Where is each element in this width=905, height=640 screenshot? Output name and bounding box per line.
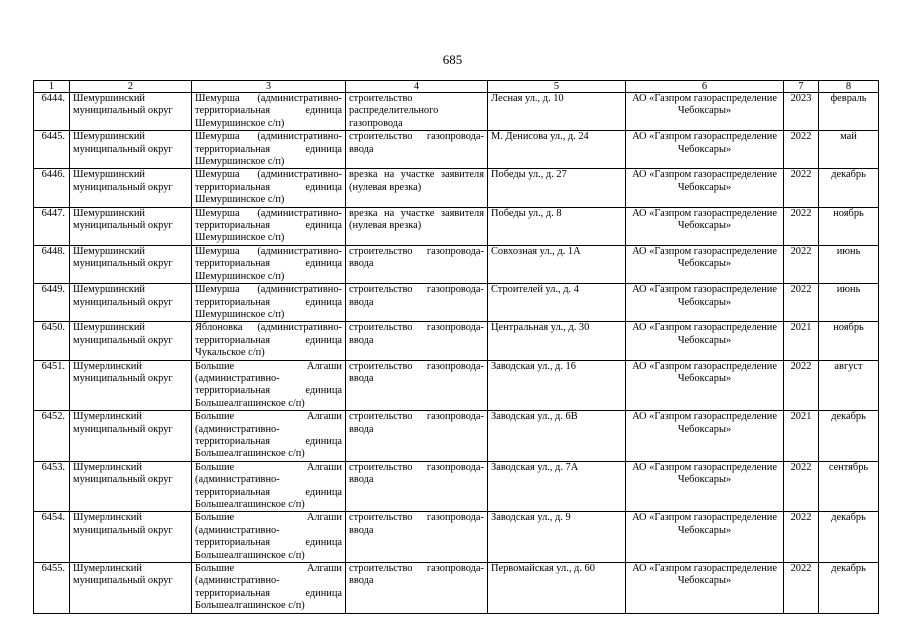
year-cell: 2021 [784, 411, 819, 462]
table-row [34, 563, 879, 614]
month-cell: ноябрь [819, 207, 879, 245]
settlement-cell: Большие Алгаши (административно-территориальная единица Большеалгашинское с/п) [192, 512, 346, 563]
settlement-cell: Шемурша (административно-территориальная единица Шемуршинское с/п) [192, 207, 346, 245]
contractor-cell: АО «Газпром газораспределение Чебоксары» [626, 360, 784, 411]
table-row [34, 411, 879, 462]
month-cell: декабрь [819, 563, 879, 614]
address-cell: Совхозная ул., д. 1А [488, 245, 626, 283]
year-cell: 2023 [784, 93, 819, 131]
address-cell: Победы ул., д. 27 [488, 169, 626, 207]
contractor-cell: АО «Газпром газораспределение Чебоксары» [626, 284, 784, 322]
address-cell: Первомайская ул., д. 60 [488, 563, 626, 614]
column-header: 8 [819, 81, 879, 93]
work-type-cell: строительство газопровода-ввода [346, 512, 488, 563]
address-cell: Центральная ул., д. 30 [488, 322, 626, 360]
year-cell: 2021 [784, 322, 819, 360]
work-type-cell: строительство газопровода-ввода [346, 131, 488, 169]
table-body [34, 93, 879, 614]
contractor-cell: АО «Газпром газораспределение Чебоксары» [626, 512, 784, 563]
district-cell: Шемуршинский муниципальный округ [70, 93, 192, 131]
contractor-cell: АО «Газпром газораспределение Чебоксары» [626, 169, 784, 207]
month-cell: июнь [819, 284, 879, 322]
contractor-cell: АО «Газпром газораспределение Чебоксары» [626, 131, 784, 169]
column-header: 4 [346, 81, 488, 93]
settlement-cell: Большие Алгаши (административно-территориальная единица Большеалгашинское с/п) [192, 360, 346, 411]
work-type-cell: строительство распределительного газопровода [346, 93, 488, 131]
row-number-cell: 6444. [34, 93, 70, 131]
table-row [34, 169, 879, 207]
district-cell: Шемуршинский муниципальный округ [70, 131, 192, 169]
settlement-cell: Большие Алгаши (административно-территориальная единица Большеалгашинское с/п) [192, 411, 346, 462]
contractor-cell: АО «Газпром газораспределение Чебоксары» [626, 461, 784, 512]
settlement-cell: Шемурша (административно-территориальная единица Шемуршинское с/п) [192, 93, 346, 131]
work-type-cell: врезка на участке заявителя (нулевая врезка) [346, 207, 488, 245]
year-cell: 2022 [784, 245, 819, 283]
district-cell: Шемуршинский муниципальный округ [70, 169, 192, 207]
table-row [34, 284, 879, 322]
year-cell: 2022 [784, 512, 819, 563]
settlement-cell: Шемурша (административно-территориальная единица Шемуршинское с/п) [192, 169, 346, 207]
month-cell: сентябрь [819, 461, 879, 512]
district-cell: Шемуршинский муниципальный округ [70, 207, 192, 245]
month-cell: ноябрь [819, 322, 879, 360]
address-cell: Заводская ул., д. 6В [488, 411, 626, 462]
district-cell: Шемуршинский муниципальный округ [70, 322, 192, 360]
column-number-row [34, 81, 879, 93]
work-type-cell: строительство газопровода-ввода [346, 563, 488, 614]
column-header: 1 [34, 81, 70, 93]
contractor-cell: АО «Газпром газораспределение Чебоксары» [626, 563, 784, 614]
row-number-cell: 6446. [34, 169, 70, 207]
work-type-cell: строительство газопровода-ввода [346, 461, 488, 512]
address-cell: Строителей ул., д. 4 [488, 284, 626, 322]
row-number-cell: 6451. [34, 360, 70, 411]
table-row [34, 93, 879, 131]
contractor-cell: АО «Газпром газораспределение Чебоксары» [626, 93, 784, 131]
row-number-cell: 6449. [34, 284, 70, 322]
row-number-cell: 6453. [34, 461, 70, 512]
month-cell: декабрь [819, 169, 879, 207]
contractor-cell: АО «Газпром газораспределение Чебоксары» [626, 245, 784, 283]
address-cell: Победы ул., д. 8 [488, 207, 626, 245]
contractor-cell: АО «Газпром газораспределение Чебоксары» [626, 322, 784, 360]
work-type-cell: строительство газопровода-ввода [346, 411, 488, 462]
settlement-cell: Большие Алгаши (административно-территориальная единица Большеалгашинское с/п) [192, 461, 346, 512]
row-number-cell: 6448. [34, 245, 70, 283]
row-number-cell: 6455. [34, 563, 70, 614]
year-cell: 2022 [784, 169, 819, 207]
settlement-cell: Шемурша (административно-территориальная единица Шемуршинское с/п) [192, 245, 346, 283]
contractor-cell: АО «Газпром газораспределение Чебоксары» [626, 207, 784, 245]
settlement-cell: Шемурша (административно-территориальная единица Шемуршинское с/п) [192, 131, 346, 169]
year-cell: 2022 [784, 284, 819, 322]
table-row [34, 360, 879, 411]
work-type-cell: строительство газопровода-ввода [346, 245, 488, 283]
work-type-cell: строительство газопровода-ввода [346, 284, 488, 322]
column-header: 6 [626, 81, 784, 93]
contractor-cell: АО «Газпром газораспределение Чебоксары» [626, 411, 784, 462]
settlement-cell: Яблоновка (административно-территориальная единица Чукальское с/п) [192, 322, 346, 360]
page-number: 685 [442, 52, 463, 67]
work-type-cell: строительство газопровода-ввода [346, 322, 488, 360]
month-cell: декабрь [819, 411, 879, 462]
year-cell: 2022 [784, 563, 819, 614]
district-cell: Шумерлинский муниципальный округ [70, 512, 192, 563]
address-cell: М. Денисова ул., д. 24 [488, 131, 626, 169]
year-cell: 2022 [784, 360, 819, 411]
column-header: 2 [70, 81, 192, 93]
table-row [34, 512, 879, 563]
column-header: 5 [488, 81, 626, 93]
month-cell: декабрь [819, 512, 879, 563]
column-header: 3 [192, 81, 346, 93]
address-cell: Заводская ул., д. 9 [488, 512, 626, 563]
month-cell: август [819, 360, 879, 411]
row-number-cell: 6445. [34, 131, 70, 169]
table-row [34, 322, 879, 360]
address-cell: Лесная ул., д. 10 [488, 93, 626, 131]
gasification-table [33, 80, 879, 614]
table-row [34, 461, 879, 512]
address-cell: Заводская ул., д. 16 [488, 360, 626, 411]
column-header: 7 [784, 81, 819, 93]
settlement-cell: Шемурша (административно-территориальная единица Шемуршинское с/п) [192, 284, 346, 322]
row-number-cell: 6452. [34, 411, 70, 462]
district-cell: Шумерлинский муниципальный округ [70, 360, 192, 411]
settlement-cell: Большие Алгаши (административно-территориальная единица Большеалгашинское с/п) [192, 563, 346, 614]
work-type-cell: врезка на участке заявителя (нулевая врезка) [346, 169, 488, 207]
address-cell: Заводская ул., д. 7А [488, 461, 626, 512]
table-row [34, 245, 879, 283]
district-cell: Шемуршинский муниципальный округ [70, 284, 192, 322]
year-cell: 2022 [784, 131, 819, 169]
district-cell: Шумерлинский муниципальный округ [70, 461, 192, 512]
table-row [34, 131, 879, 169]
year-cell: 2022 [784, 461, 819, 512]
row-number-cell: 6447. [34, 207, 70, 245]
month-cell: май [819, 131, 879, 169]
month-cell: июнь [819, 245, 879, 283]
district-cell: Шемуршинский муниципальный округ [70, 245, 192, 283]
month-cell: февраль [819, 93, 879, 131]
district-cell: Шумерлинский муниципальный округ [70, 563, 192, 614]
year-cell: 2022 [784, 207, 819, 245]
district-cell: Шумерлинский муниципальный округ [70, 411, 192, 462]
work-type-cell: строительство газопровода-ввода [346, 360, 488, 411]
table-row [34, 207, 879, 245]
row-number-cell: 6454. [34, 512, 70, 563]
row-number-cell: 6450. [34, 322, 70, 360]
